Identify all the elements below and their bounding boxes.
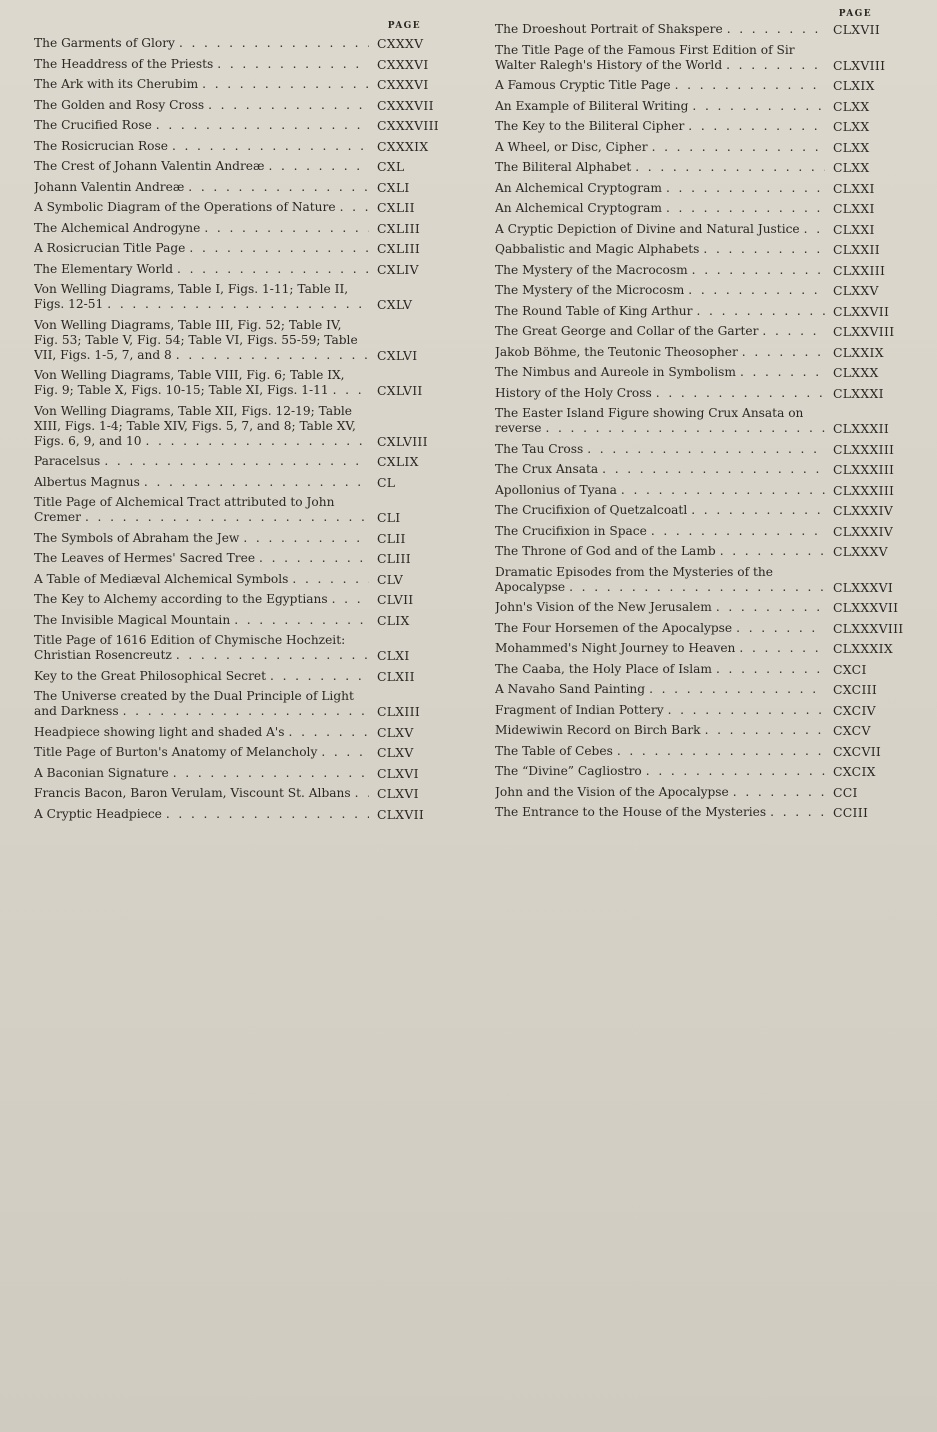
entry-page-number: CLXIX (833, 78, 875, 93)
entry-page-number: CXLIV (377, 261, 419, 277)
entry-page-number: CCIII (833, 805, 869, 820)
entry-title: A Wheel, or Disc, Cipher . . . (495, 140, 825, 155)
list-item (495, 442, 915, 457)
entry-title: Francis Bacon, Baron Verulam, Viscount St. Albans . . . (34, 786, 369, 801)
entry-title: Albertus Magnus . . . (34, 475, 369, 490)
entry-page-number: CLXVI (377, 786, 419, 801)
left-entry-list (34, 36, 449, 822)
list-item (495, 723, 915, 738)
entry-title: The Biliteral Alphabet . . . (495, 160, 825, 175)
entry-title: Paracelsus . . . (34, 454, 369, 469)
list-item (495, 365, 915, 380)
entry-title: The Elementary World . . . (34, 262, 369, 277)
entry-title: The Crux Ansata . . . (495, 462, 825, 477)
entry-title: Jakob Böhme, the Teutonic Theosopher . . . (495, 345, 825, 360)
entry-page-number: CXCV (833, 723, 871, 738)
entry-page-number: CLXXXVIII (833, 620, 904, 636)
entry-title: The Throne of God and of the Lamb . . . (495, 544, 825, 559)
entry-page-number: CLXVIII (833, 57, 886, 73)
entry-title: The Golden and Rosy Cross . . . (34, 98, 369, 113)
list-item (34, 725, 449, 740)
entry-title: The Garments of Glory . . . (34, 36, 369, 51)
list-item (34, 495, 449, 525)
entry-page-number: CLXXXIV (833, 523, 894, 539)
list-item (34, 633, 449, 663)
list-item (495, 386, 915, 401)
entry-page-number: CLXX (833, 160, 870, 175)
entry-title: Apollonius of Tyana . . . (495, 483, 825, 498)
entry-page-number: CLXXV (833, 283, 879, 298)
entry-page-number: CLXXIX (833, 344, 884, 360)
list-item (495, 483, 915, 498)
entry-title: The Entrance to the House of the Mysteries . . . (495, 805, 825, 820)
entry-title: The Table of Cebes . . . (495, 744, 825, 759)
list-item (495, 785, 915, 800)
list-item (495, 304, 915, 319)
entry-title: The Easter Island Figure showing Crux Ansata on reverse . . . (495, 406, 825, 436)
right-column (495, 6, 915, 826)
entry-page-number: CXCI (833, 661, 867, 677)
list-item (34, 689, 449, 719)
entry-page-number: CLXXX (833, 365, 879, 380)
list-item (34, 221, 449, 236)
entry-page-number: CLVII (377, 592, 414, 607)
entry-title: An Alchemical Cryptogram . . . (495, 181, 825, 196)
entry-page-number: CLXXXVI (833, 579, 894, 595)
list-item (34, 572, 449, 587)
entry-title: A Rosicrucian Title Page . . . (34, 241, 369, 256)
list-item (495, 140, 915, 155)
list-item (495, 324, 915, 339)
list-item (495, 805, 915, 820)
list-item (34, 77, 449, 92)
entry-page-number: CXLVII (377, 383, 423, 398)
list-item (34, 807, 449, 822)
entry-page-number: CLXXXIII (833, 482, 895, 498)
list-item (34, 592, 449, 607)
list-item (495, 565, 915, 595)
list-item (34, 368, 449, 398)
list-item (34, 241, 449, 256)
list-item (34, 745, 449, 760)
list-item (495, 524, 915, 539)
list-item (34, 98, 449, 113)
right-entry-list (495, 22, 915, 820)
list-item (495, 22, 915, 37)
entry-page-number: CLXVI (377, 765, 419, 781)
entry-title: The Alchemical Androgyne . . . (34, 221, 369, 236)
entry-page-number: CXXXVIII (377, 118, 439, 133)
entry-title: The Great George and Collar of the Garter . . . (495, 324, 825, 339)
list-item (495, 201, 915, 216)
entry-title: Key to the Great Philosophical Secret . . . (34, 669, 369, 684)
entry-page-number: CLXX (833, 119, 870, 134)
entry-title: The Droeshout Portrait of Shakspere . . . (495, 22, 825, 37)
entry-page-number: CLXXXIII (833, 462, 895, 477)
list-item (34, 551, 449, 566)
entry-page-number: CLI (377, 510, 401, 525)
entry-page-number: CXLII (377, 200, 415, 215)
entry-page-number: CXLI (377, 179, 410, 195)
list-item (495, 600, 915, 615)
entry-page-number: CLXX (833, 98, 870, 114)
entry-page-number: CXL (377, 159, 405, 174)
entry-page-number: CLXXIII (833, 262, 886, 278)
entry-page-number: CLXXII (833, 242, 880, 257)
entry-page-number: CLXXI (833, 180, 875, 196)
list-item (34, 118, 449, 133)
entry-page-number: CXXXV (377, 36, 424, 51)
entry-page-number: CXLVIII (377, 433, 428, 449)
list-item (34, 159, 449, 174)
entry-title: Title Page of Alchemical Tract attributed to John Cremer . . . (34, 495, 369, 525)
list-item (34, 57, 449, 72)
entry-title: Von Welling Diagrams, Table III, Fig. 52; Table IV, Fig. 53; Table V, Fig. 54; Table VI, Figs. 55-59; Table VII, Figs. 1-5, 7, and 8 . . . (34, 318, 369, 363)
entry-title: Von Welling Diagrams, Table XII, Figs. 12-19; Table XIII, Figs. 1-4; Table XIV, Figs. 5, 7, and 8; Table XV, Figs. 6, 9, and 10 . . . (34, 404, 369, 449)
entry-page-number: CXLVI (377, 347, 418, 363)
entry-title: The Crest of Johann Valentin Andreæ . . . (34, 159, 369, 174)
entry-title: Fragment of Indian Pottery . . . (495, 703, 825, 718)
list-item (495, 263, 915, 278)
entry-title: Dramatic Episodes from the Mysteries of the Apocalypse . . . (495, 565, 825, 595)
entry-page-number: CLXIII (377, 704, 421, 719)
entry-title: Qabbalistic and Magic Alphabets . . . (495, 242, 825, 257)
entry-title: John and the Vision of the Apocalypse . . . (495, 785, 825, 800)
entry-title: The Mystery of the Microcosm . . . (495, 283, 825, 298)
entry-page-number: CL (377, 474, 396, 490)
entry-page-number: CLXXVIII (833, 324, 895, 339)
list-item (495, 119, 915, 134)
list-item (495, 345, 915, 360)
entry-page-number: CXLIX (377, 454, 419, 469)
list-item (495, 99, 915, 114)
entry-page-number: CLII (377, 530, 406, 546)
entry-title: A Cryptic Headpiece . . . (34, 807, 369, 822)
list-item (495, 641, 915, 656)
list-item (34, 613, 449, 628)
entry-page-number: CLXXXIII (833, 441, 895, 457)
entry-page-number: CLXXXIV (833, 503, 894, 518)
entry-title: A Famous Cryptic Title Page . . . (495, 78, 825, 93)
list-item (34, 318, 449, 363)
list-item (495, 764, 915, 779)
list-item (34, 766, 449, 781)
entry-title: History of the Holy Cross . . . (495, 386, 825, 401)
entry-title: The Four Horsemen of the Apocalypse . . . (495, 621, 825, 636)
entry-page-number: CLXXXII (833, 421, 890, 436)
entry-title: A Symbolic Diagram of the Operations of Nature . . . (34, 200, 369, 215)
entry-page-number: CXXXIX (377, 138, 429, 154)
list-item (495, 503, 915, 518)
entry-title: The Leaves of Hermes' Sacred Tree . . . (34, 551, 369, 566)
list-item (34, 180, 449, 195)
list-item (34, 531, 449, 546)
list-item (495, 462, 915, 477)
list-item (495, 703, 915, 718)
entry-page-number: CLXX (833, 139, 870, 155)
entry-title: Mohammed's Night Journey to Heaven . . . (495, 641, 825, 656)
entry-title: Title Page of 1616 Edition of Chymische Hochzeit: Christian Rosencreutz . . . (34, 633, 369, 663)
entry-title: Title Page of Burton's Anatomy of Melancholy . . . (34, 745, 369, 760)
list-item (495, 682, 915, 697)
entry-page-number: CXCVII (833, 743, 882, 759)
entry-page-number: CCI (833, 784, 858, 800)
entry-title: The Crucifixion of Quetzalcoatl . . . (495, 503, 825, 518)
entry-page-number: CLXVII (833, 22, 881, 37)
entry-title: The Tau Cross . . . (495, 442, 825, 457)
entry-page-number: CLXV (377, 724, 414, 740)
list-item (34, 786, 449, 801)
entry-title: The Headdress of the Priests . . . (34, 57, 369, 72)
list-item (34, 139, 449, 154)
list-item (34, 262, 449, 277)
page-column-header: PAGE (838, 9, 872, 19)
entry-page-number: CLXXI (833, 221, 875, 237)
entry-title: The Invisible Magical Mountain . . . (34, 613, 369, 628)
entry-title: An Alchemical Cryptogram . . . (495, 201, 825, 216)
list-item (34, 36, 449, 51)
entry-page-number: CXLIII (377, 241, 421, 256)
entry-page-number: CLXXXI (833, 385, 884, 401)
entry-title: The Key to the Biliteral Cipher . . . (495, 119, 825, 134)
entry-page-number: CLXVII (377, 806, 425, 822)
left-column (34, 16, 449, 827)
list-item (495, 43, 915, 73)
entry-title: The Key to Alchemy according to the Egyptians . . . (34, 592, 369, 607)
list-item (34, 200, 449, 215)
list-item (495, 544, 915, 559)
entry-page-number: CLXXXV (833, 544, 888, 559)
entry-page-number: CLXXVII (833, 303, 890, 319)
entry-page-number: CXCIV (833, 702, 876, 718)
list-item (495, 160, 915, 175)
entry-page-number: CXCIX (833, 764, 876, 779)
entry-page-number: CLXXXVII (833, 600, 899, 615)
entry-title: Von Welling Diagrams, Table VIII, Fig. 6; Table IX, Fig. 9; Table X, Figs. 10-15; Table XI, Figs. 1-11 . . . (34, 368, 369, 398)
list-item (495, 744, 915, 759)
entry-page-number: CXLV (377, 297, 413, 312)
entry-title: A Table of Mediæval Alchemical Symbols . . . (34, 572, 369, 587)
entry-page-number: CXCIII (833, 682, 878, 697)
entry-title: The Round Table of King Arthur . . . (495, 304, 825, 319)
entry-page-number: CLXV (377, 745, 414, 760)
list-item (34, 282, 449, 312)
entry-page-number: CLXII (377, 668, 415, 684)
list-item (495, 621, 915, 636)
entry-title: The Title Page of the Famous First Edition of Sir Walter Ralegh's History of the World . . . (495, 43, 825, 73)
entry-title: The Nimbus and Aureole in Symbolism . . . (495, 365, 825, 380)
entry-page-number: CXXXVII (377, 97, 434, 113)
entry-page-number: CXXXVI (377, 56, 429, 72)
list-item (495, 78, 915, 93)
list-item (34, 669, 449, 684)
entry-title: An Example of Biliteral Writing . . . (495, 99, 825, 114)
entry-title: The Crucified Rose . . . (34, 118, 369, 133)
list-item (34, 404, 449, 449)
list-item (495, 222, 915, 237)
list-item (495, 406, 915, 436)
entry-title: A Navaho Sand Painting . . . (495, 682, 825, 697)
entry-page-number: CLIX (377, 612, 410, 628)
entry-page-number: CXLIII (377, 220, 421, 236)
entry-page-number: CLIII (377, 551, 411, 566)
page-column-header: PAGE (387, 21, 421, 31)
entry-title: The Universe created by the Dual Principle of Light and Darkness . . . (34, 689, 369, 719)
entry-title: A Baconian Signature . . . (34, 766, 369, 781)
list-item (495, 283, 915, 298)
entry-title: The “Divine” Cagliostro . . . (495, 764, 825, 779)
entry-title: The Symbols of Abraham the Jew . . . (34, 531, 369, 546)
entry-title: Johann Valentin Andreæ . . . (34, 180, 369, 195)
entry-title: The Ark with its Cherubim . . . (34, 77, 369, 92)
list-item (34, 454, 449, 469)
entry-title: Midewiwin Record on Birch Bark . . . (495, 723, 825, 738)
entry-title: Von Welling Diagrams, Table I, Figs. 1-11; Table II, Figs. 12-51 . . . (34, 282, 369, 312)
entry-page-number: CLXXI (833, 201, 875, 216)
entry-page-number: CLV (377, 571, 404, 587)
entry-title: Headpiece showing light and shaded A's . . . (34, 725, 369, 740)
entry-title: The Caaba, the Holy Place of Islam . . . (495, 662, 825, 677)
list-item (495, 181, 915, 196)
entry-title: The Mystery of the Macrocosm . . . (495, 263, 825, 278)
list-item (495, 242, 915, 257)
entry-title: The Rosicrucian Rose . . . (34, 139, 369, 154)
entry-page-number: CLXI (377, 648, 410, 663)
entry-title: The Crucifixion in Space . . . (495, 524, 825, 539)
entry-title: A Cryptic Depiction of Divine and Natural Justice . . . (495, 222, 825, 237)
list-item (495, 662, 915, 677)
entry-page-number: CXXXVI (377, 77, 429, 92)
list-item (34, 475, 449, 490)
entry-page-number: CLXXXIX (833, 641, 893, 656)
entry-title: John's Vision of the New Jerusalem . . . (495, 600, 825, 615)
